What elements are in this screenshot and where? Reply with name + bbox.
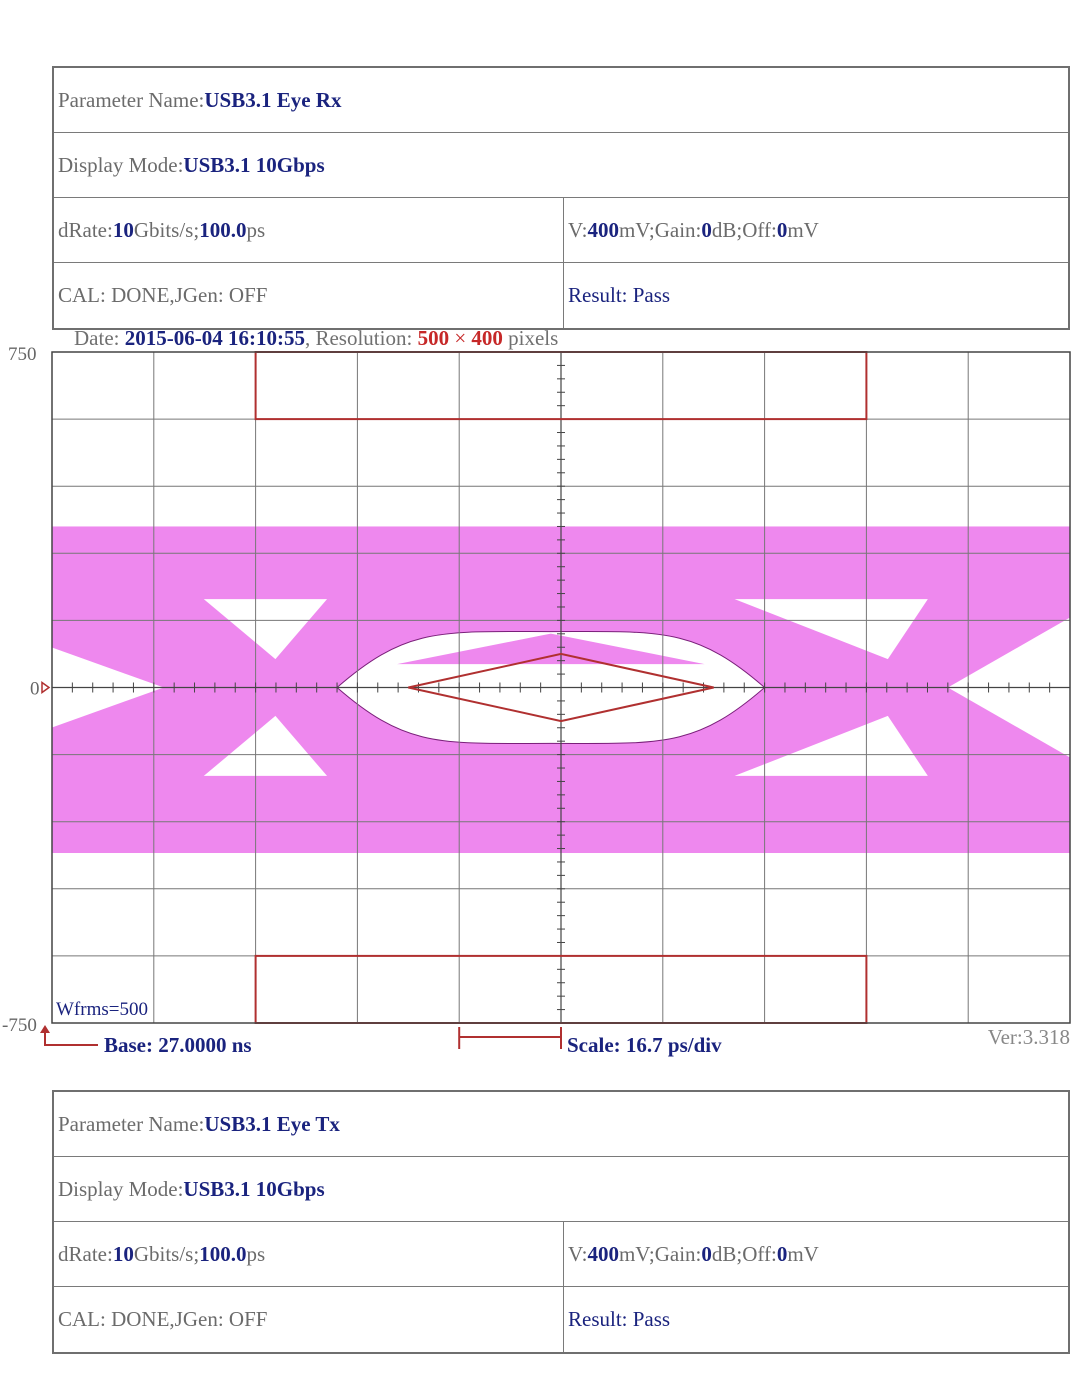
result-text: Result: Pass <box>568 1307 671 1331</box>
top-parameter-table <box>52 66 1070 330</box>
zero-marker-icon <box>42 683 49 693</box>
drate-period: 100.0 <box>199 217 247 242</box>
drate-label: dRate: <box>58 217 113 242</box>
mode-value: USB3.1 10Gbps <box>183 1176 325 1201</box>
bottom-parameter-table <box>52 1090 1070 1354</box>
drate-value: 10 <box>112 217 134 242</box>
drate-unit: ps <box>246 1241 266 1266</box>
base-label: Base: 27.0000 ns <box>104 1033 252 1057</box>
gain-mid: dB;Off: <box>711 217 777 242</box>
param-row <box>54 68 1068 133</box>
rate-row <box>54 198 1068 263</box>
gain-value: 0 <box>701 217 712 242</box>
off-unit: mV <box>787 1241 819 1266</box>
y-tick-750: 750 <box>8 344 37 365</box>
param-value: USB3.1 Eye Tx <box>204 1111 340 1136</box>
v-value: 400 <box>587 1241 619 1266</box>
cal-row <box>54 263 1068 328</box>
y-tick-neg750: -750 <box>2 1015 37 1036</box>
mode-label: Display Mode: <box>58 152 184 177</box>
param-value: USB3.1 Eye Rx <box>204 87 342 112</box>
base-arrow-icon <box>45 1027 98 1045</box>
param-label: Parameter Name: <box>58 1111 205 1136</box>
version-label: Ver:3.318 <box>987 1025 1070 1049</box>
off-value: 0 <box>776 1241 788 1266</box>
v-mid: mV;Gain: <box>618 1241 702 1266</box>
mode-value: USB3.1 10Gbps <box>183 152 325 177</box>
param-row <box>54 1092 1068 1157</box>
drate-mid: Gbits/s; <box>133 1241 200 1266</box>
mode-row <box>54 1157 1068 1222</box>
mode-label: Display Mode: <box>58 1176 184 1201</box>
rate-row <box>54 1222 1068 1287</box>
drate-period: 100.0 <box>199 1241 247 1266</box>
cal-row <box>54 1287 1068 1352</box>
mode-row <box>54 133 1068 198</box>
off-value: 0 <box>776 217 788 242</box>
drate-unit: ps <box>246 217 266 242</box>
gain-mid: dB;Off: <box>711 1241 777 1266</box>
v-value: 400 <box>587 217 619 242</box>
wfrms-label: Wfrms=500 <box>56 999 148 1020</box>
drate-label: dRate: <box>58 1241 113 1266</box>
eye-diagram <box>0 325 1080 1065</box>
cal-text: CAL: DONE,JGen: OFF <box>58 1307 268 1331</box>
v-mid: mV;Gain: <box>618 217 702 242</box>
param-label: Parameter Name: <box>58 87 205 112</box>
result-text: Result: Pass <box>568 283 671 307</box>
v-label: V: <box>568 217 588 242</box>
scale-label: Scale: 16.7 ps/div <box>567 1033 722 1057</box>
y-tick-0: 0 <box>30 678 40 700</box>
off-unit: mV <box>787 217 819 242</box>
base-arrowhead-icon <box>40 1025 50 1033</box>
cal-text: CAL: DONE,JGen: OFF <box>58 283 268 307</box>
header-line: Date: 2015-06-04 16:10:55, Resolution: 500 × 400 pixels <box>74 326 559 350</box>
drate-value: 10 <box>112 1241 134 1266</box>
gain-value: 0 <box>701 1241 712 1266</box>
v-label: V: <box>568 1241 588 1266</box>
drate-mid: Gbits/s; <box>133 217 200 242</box>
